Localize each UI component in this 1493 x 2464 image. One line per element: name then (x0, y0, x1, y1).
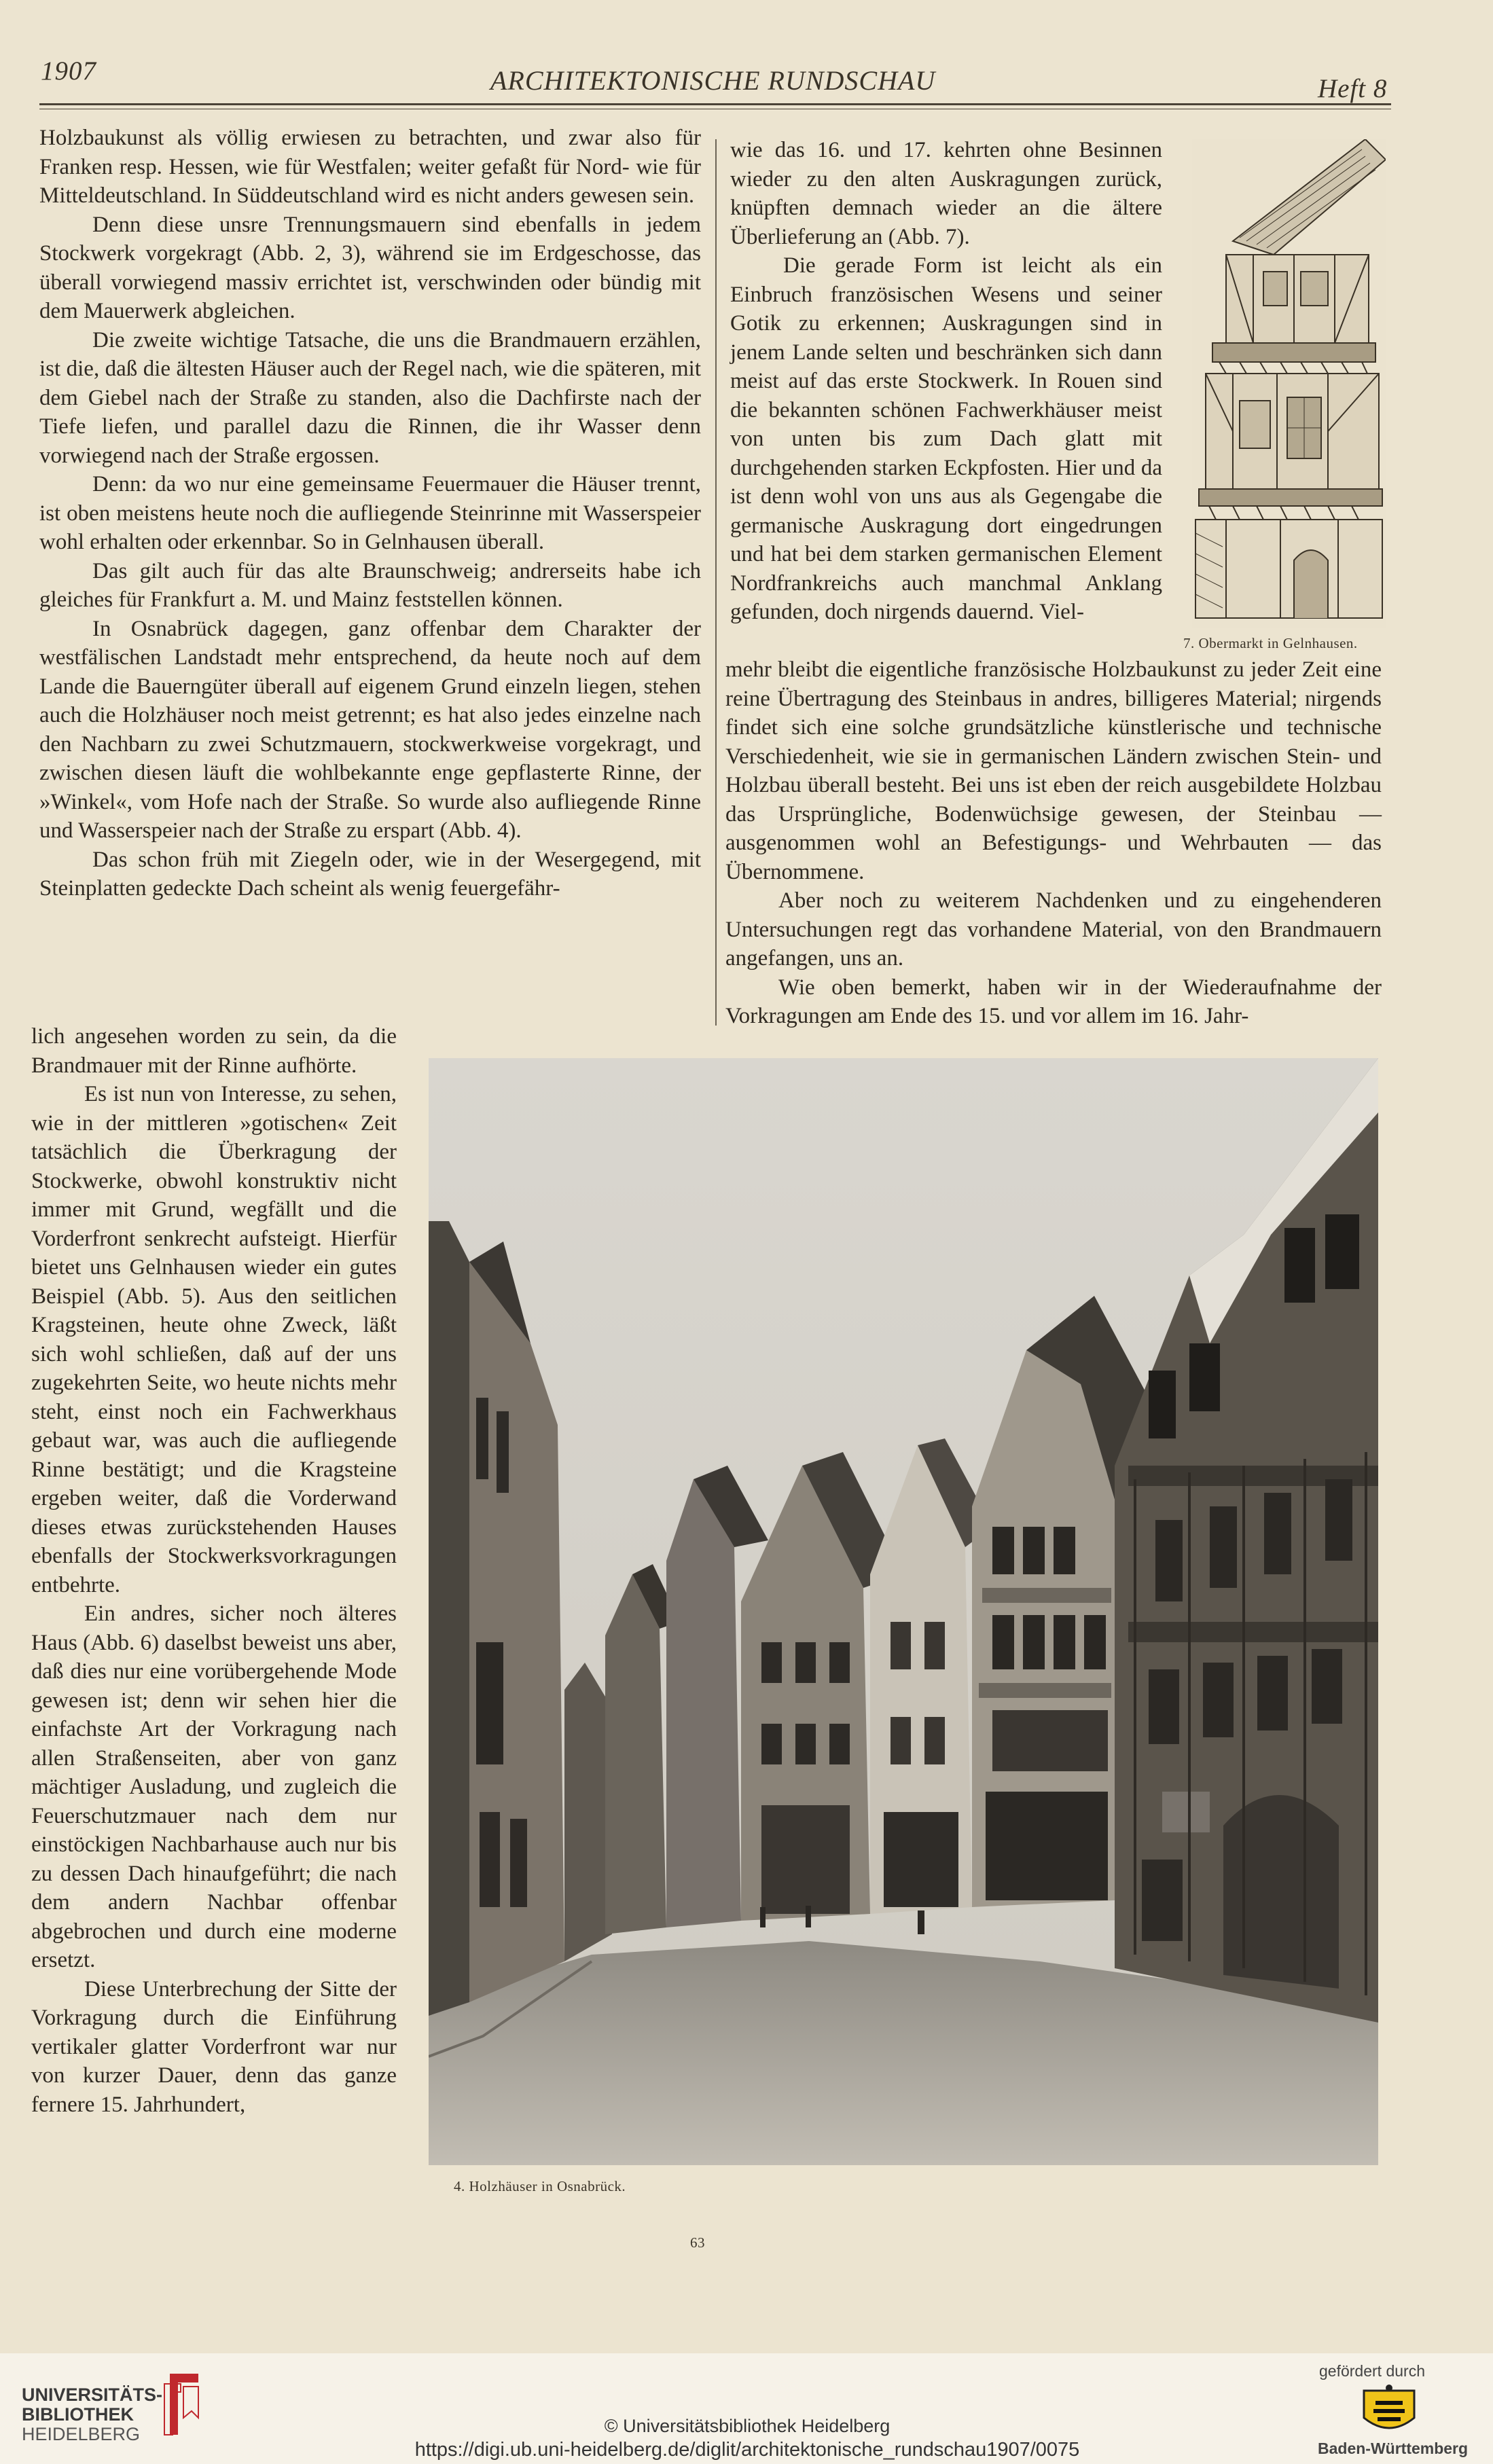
library-name (22, 2385, 162, 2444)
header-rule (39, 103, 1391, 105)
library-logo-icon (151, 2370, 205, 2438)
left-column-narrow (31, 1022, 397, 2119)
sponsor-label: gefördert durch (1319, 2362, 1425, 2380)
paragraph: Die gerade Form ist leicht als ein Einbruch französischen Wesens und seiner Gotik zu erkennen; Auskragungen sind in jenem Lande selten und beschränken sich dann meist auf das erste Stockwerk. In Rouen sind die bekannten schönen Fachwerkhäuser meist von unten bis zum Dach glatt mit durchgehenden starken Eckpfosten. Hier und da ist denn wohl von uns aus als Gegengabe die germanische Auskragung dort eingedrungen und hat bei dem starken germanischen Element Nordfrankreichs auch manchmal Anklang gefunden, doch nirgends dauernd. Viel- (730, 253, 1162, 624)
baden-wuerttemberg-crest-icon (1359, 2384, 1420, 2438)
figure-7-caption: 7. Obermarkt in Gelnhausen. (1183, 635, 1358, 651)
paragraph: Ein andres, sicher noch älteres Haus (Abb. 6) daselbst beweist uns aber, daß dies nur eine vorübergehende Mode gewesen ist; denn wir sehen hier die einfachste Art der Vorkragung nach allen Straßenseiten, aber von ganz mächtiger Ausladung, und zugleich die Feuerschutzmauer nach dem nur einstöckigen Nachbarhause auch nur bis zu dessen Dach hinaufgeführt; die nach dem andern Nachbar offenbar abgebrochen und durch eine moderne ersetzt. (31, 1601, 397, 1972)
paragraph: Denn diese unsre Trennungsmauern sind ebenfalls in jedem Stockwerk vorgekragt (Abb. 2, 3), während sie im Erdgeschosse, das überall vorwiegend massiv errichtet ist, verschwinden oder bündig mit dem Mauerwerk abgleichen. (39, 212, 701, 323)
column-divider (715, 139, 717, 1026)
paragraph: Wie oben bemerkt, haben wir in der Wiederaufnahme der Vorkragungen am Ende des 15. und vor allem im 16. Jahr- (725, 975, 1382, 1028)
library-line-3: HEIDELBERG (22, 2424, 141, 2444)
paragraph: Das schon früh mit Ziegeln oder, wie in der Wesergegend, mit Steinplatten gedeckte Dach scheint als wenig feuergefähr- (39, 847, 701, 901)
right-column-narrow (730, 136, 1162, 627)
paragraph: mehr bleibt die eigentliche französische Holzbaukunst zu jeder Zeit eine reine Übertragung des Steinbaus in andres, billigeres Material; nirgends findet sich eine solche grundsätzliche künstlerische und technische Verschiedenheit, wie sie in germanischen Ländern zwischen Stein- und Holzbau überall besteht. Bei uns ist eben der reich ausgebildete Holzbau das Ursprüngliche, Bodenwüchsige gewesen, der Steinbau — ausgenommen wohl an Befestigungs- und Wehrbauten — das Übernommene. (725, 657, 1382, 884)
paragraph: Das gilt auch für das alte Braunschweig; andrerseits habe ich gleiches für Frankfurt a. M. und Mainz feststellen können. (39, 558, 701, 612)
footer-copyright: © Universitätsbibliothek Heidelberg (604, 2416, 891, 2436)
figure-4-photo (429, 1058, 1378, 2165)
header-title: ARCHITEKTONISCHE RUNDSCHAU (490, 65, 936, 96)
header-year: 1907 (41, 56, 96, 86)
paragraph: Denn: da wo nur eine gemeinsame Feuermauer die Häuser trennt, ist oben meistens heute noch die aufliegende Steinrinne mit Wasserspeier wohl erhalten oder erkennbar. So in Gelnhausen überall. (39, 472, 701, 554)
half-timbered-house-sketch (1192, 139, 1386, 628)
header-issue: Heft 8 (1318, 74, 1388, 103)
left-column-top (39, 124, 701, 903)
figure-7-sketch (1192, 139, 1386, 628)
paragraph: wie das 16. und 17. kehrten ohne Besinnen wieder zu den alten Auskragungen zurück, knüpften demnach wieder an die ältere Überlieferung an (Abb. 7). (730, 138, 1162, 249)
right-column-wide (725, 655, 1382, 1031)
library-line-2: BIBLIOTHEK (22, 2404, 134, 2425)
paragraph: lich angesehen worden zu sein, da die Brandmauer mit der Rinne aufhörte. (31, 1024, 397, 1078)
sponsor-name: Baden-Württemberg (1318, 2440, 1469, 2457)
figure-4-caption: 4. Holzhäuser in Osnabrück. (454, 2178, 626, 2194)
paragraph: Holzbaukunst als völlig erwiesen zu betrachten, und zwar also für Franken resp. Hessen, wie für Westfalen; weiter gefaßt für Nord- wie für Mitteldeutschland. In Süddeutschland wird es nicht anders gewesen sein. (39, 126, 701, 208)
timber-houses-photo (429, 1058, 1378, 2165)
footer-url[interactable]: https://digi.ub.uni-heidelberg.de/diglit/architektonische_rundschau1907/0075 (414, 2439, 1080, 2461)
paragraph: Aber noch zu weiterem Nachdenken und zu eingehenderen Untersuchungen regt das vorhandene Material, von den Brandmauern angefangen, uns an. (725, 888, 1382, 971)
library-line-1: UNIVERSITÄTS- (22, 2385, 163, 2405)
paragraph: Diese Unterbrechung der Sitte der Vorkragung durch die Einführung vertikaler glatter Vorderfront war nur von kurzer Dauer, denn das ganze fernere 15. Jahrhundert, (31, 1976, 397, 2117)
paragraph: In Osnabrück dagegen, ganz offenbar dem Charakter der westfälischen Landstadt mehr entsprechend, da heute noch auf dem Lande die Bauerngüter überall auf eigenem Grund einzeln liegen, stehen auch die Holzhäuser noch meist getrennt; es hat also jedes einzelne nach den Nachbarn zu zwei Schutzmauern, stockwerkweise vorgekragt, und zwischen diesen läuft die wohlbekannte enge gepflasterte Rinne, der »Winkel«, vom Hofe nach der Straße. So wurde also aufliegende Rinne und Wasserspeier nach der Straße zu erspart (Abb. 4). (39, 616, 701, 843)
paragraph: Die zweite wichtige Tatsache, die uns die Brandmauern erzählen, ist die, daß die ältesten Häuser auch der Regel nach, wie die späteren, mit dem Giebel nach der Straße zu standen, also die Dachfirste nach der Tiefe liefen, und parallel dazu die Rinnen, die ihr Wasser denn vorwiegend nach der Straße ergossen. (39, 327, 701, 468)
page-number: 63 (690, 2234, 705, 2251)
paragraph: Es ist nun von Interesse, zu sehen, wie in der mittleren »gotischen« Zeit tatsächlich die Überkragung der Stockwerke, obwohl konstruktiv nicht immer mit Grund, wegfällt und die Vorderfront senkrecht aufsteigt. Hierfür bietet uns Gelnhausen wieder ein gutes Beispiel (Abb. 5). Aus den seitlichen Kragsteinen, heute ohne Zweck, läßt sich wohl schließen, daß auf der uns zugekehrten Seite, wo heute nichts mehr steht, einst noch ein Fachwerkhaus gebaut war, was auch die aufliegende Rinne bestätigt; und die Kragsteine ergeben weiter, daß die Vorderwand dieses etwas zurückstehenden Hauses ebenfalls der Stockwerksvorkragungen entbehrte. (31, 1082, 397, 1597)
